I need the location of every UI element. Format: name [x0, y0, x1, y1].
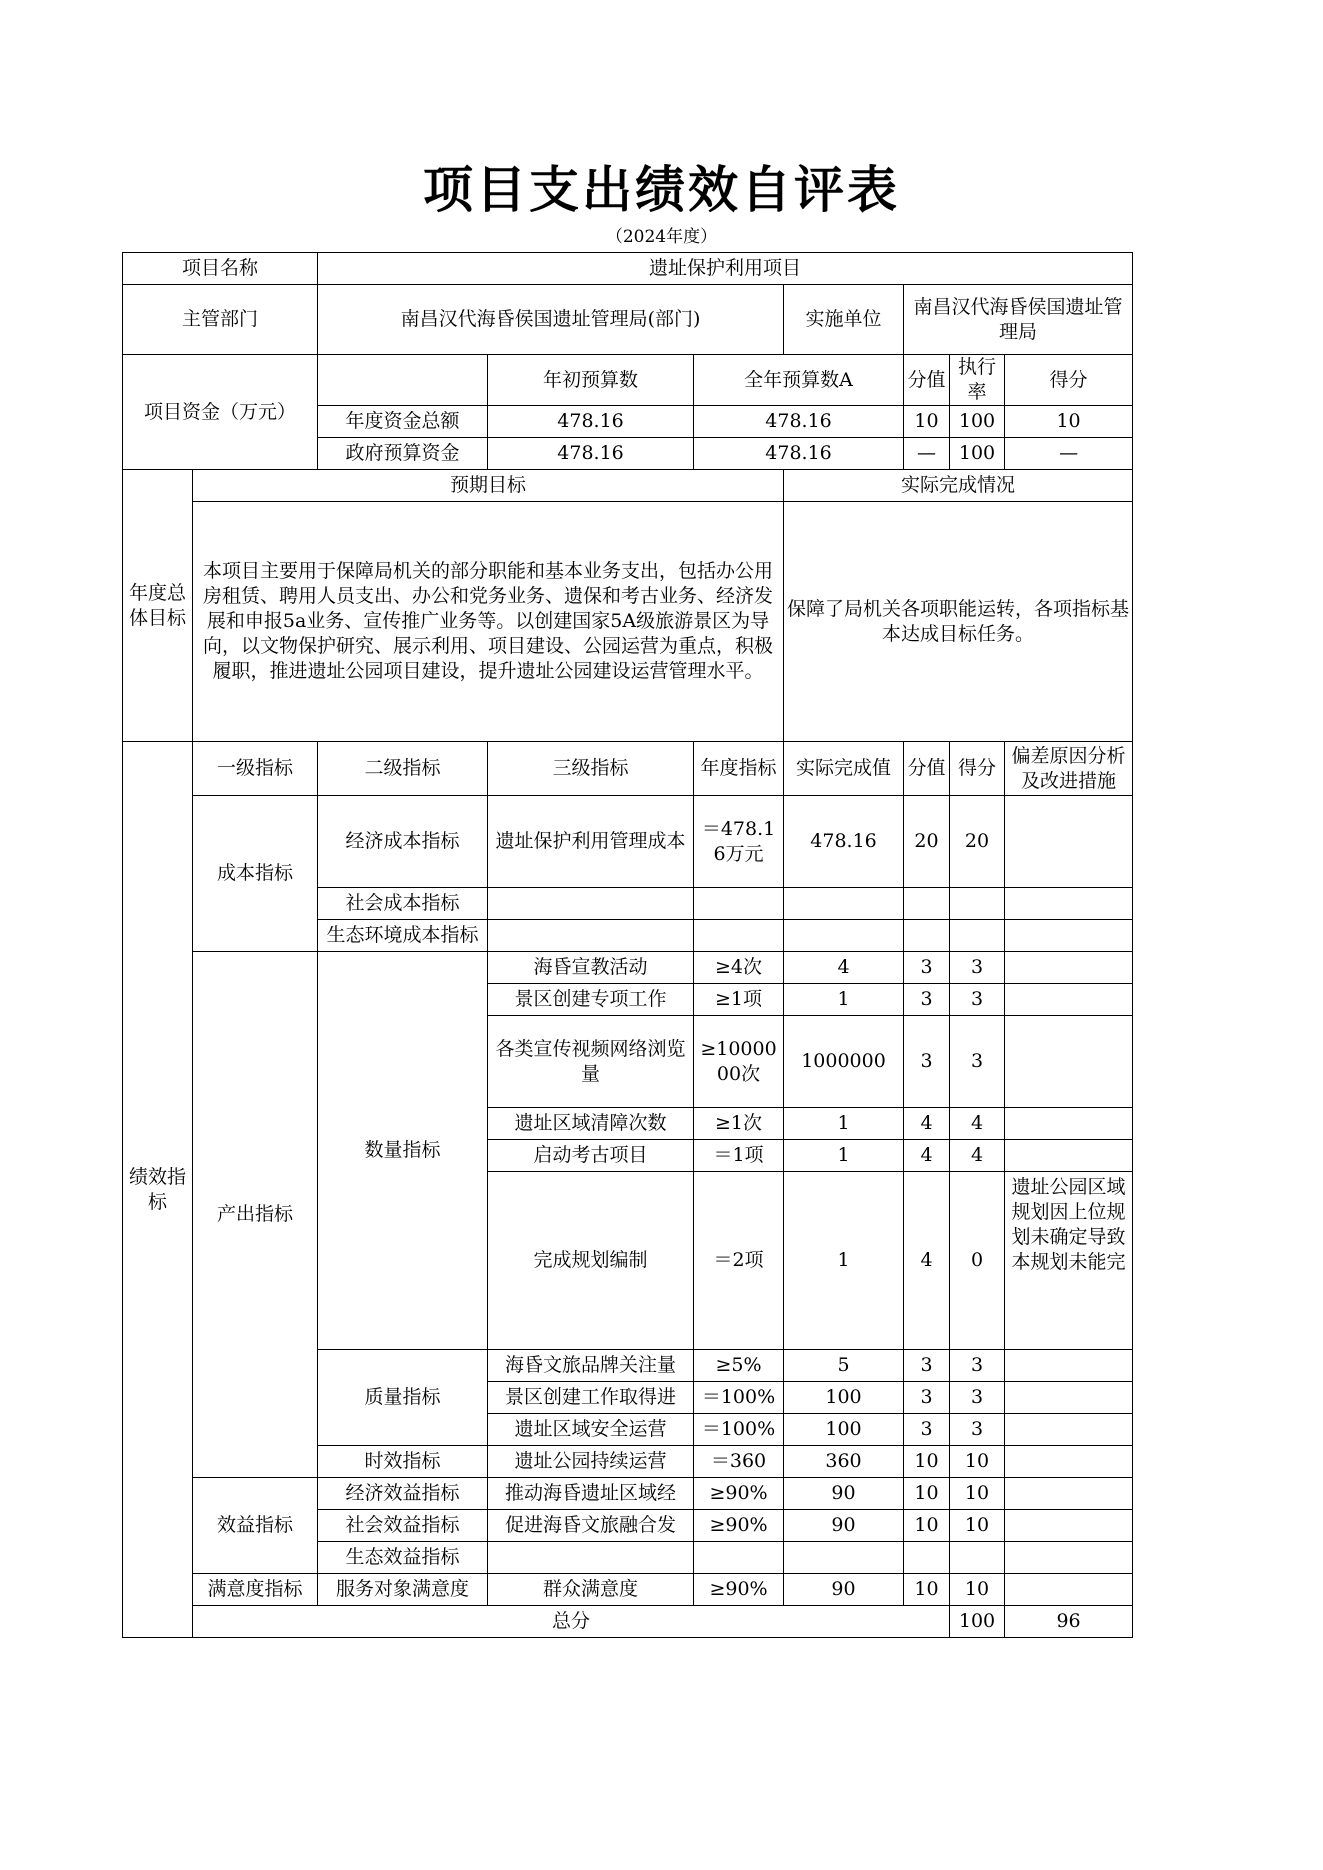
cost-score: 20 — [950, 796, 1005, 888]
indicator-target: ＝100% — [694, 1414, 784, 1446]
indicator-item: 海昏宣教活动 — [488, 952, 694, 984]
funds-row-label: 年度资金总额 — [318, 406, 488, 438]
indicator-item: 景区创建工作取得进 — [488, 1382, 694, 1414]
cost-target: ＝478.16万元 — [694, 796, 784, 888]
cost-deviation — [1005, 796, 1133, 888]
indicator-target: ≥4次 — [694, 952, 784, 984]
header-level2: 二级指标 — [318, 742, 488, 796]
dept-label: 主管部门 — [123, 285, 318, 355]
indicator-target: ≥1000000次 — [694, 1016, 784, 1108]
cost-economic: 经济成本指标 — [318, 796, 488, 888]
indicator-score: 3 — [950, 1350, 1005, 1382]
objectives-label: 年度总体目标 — [123, 470, 193, 742]
output-row — [123, 952, 1133, 984]
indicator-actual: 360 — [784, 1446, 904, 1478]
col-score: 得分 — [1005, 355, 1133, 406]
indicator-item: 海昏文旅品牌关注量 — [488, 1350, 694, 1382]
indicator-actual: 100 — [784, 1382, 904, 1414]
indicator-header-row — [123, 742, 1133, 796]
indicator-actual: 90 — [784, 1478, 904, 1510]
benefit-economic: 经济效益指标 — [318, 1478, 488, 1510]
indicator-score: 10 — [950, 1446, 1005, 1478]
indicator-item: 推动海昏遗址区域经 — [488, 1478, 694, 1510]
page-title: 项目支出绩效自评表 — [423, 161, 900, 219]
indicator-value: 10 — [904, 1478, 950, 1510]
indicator-value: 3 — [904, 1016, 950, 1108]
indicator-target: ≥90% — [694, 1510, 784, 1542]
indicator-score: 10 — [950, 1478, 1005, 1510]
indicator-target: ＝1项 — [694, 1140, 784, 1172]
funds-header-row — [123, 355, 1133, 406]
indicator-score: 10 — [950, 1510, 1005, 1542]
indicator-value: 3 — [904, 984, 950, 1016]
indicator-score: 4 — [950, 1108, 1005, 1140]
indicator-target: ＝360 — [694, 1446, 784, 1478]
indicator-score: 3 — [950, 952, 1005, 984]
project-name-label: 项目名称 — [123, 253, 318, 285]
cost-economic-row — [123, 796, 1133, 888]
indicator-score: 0 — [950, 1172, 1005, 1350]
funds-annual: 478.16 — [694, 438, 904, 470]
indicator-target: ≥1次 — [694, 1108, 784, 1140]
output-timeliness: 时效指标 — [318, 1446, 488, 1478]
indicator-score: 10 — [950, 1574, 1005, 1606]
total-score: 96 — [1005, 1606, 1133, 1638]
funds-label: 项目资金（万元） — [123, 355, 318, 470]
indicator-value: 4 — [904, 1172, 950, 1350]
funds-exec-rate: 100 — [950, 438, 1005, 470]
indicator-item: 景区创建专项工作 — [488, 984, 694, 1016]
objectives-content-row — [123, 502, 1133, 742]
indicator-item: 促进海昏文旅融合发 — [488, 1510, 694, 1542]
indicator-value: 3 — [904, 952, 950, 984]
unit-name: 南昌汉代海昏侯国遗址管理局 — [904, 285, 1133, 355]
indicator-score: 4 — [950, 1140, 1005, 1172]
indicator-actual: 5 — [784, 1350, 904, 1382]
indicator-value: 4 — [904, 1140, 950, 1172]
indicator-target: ≥90% — [694, 1574, 784, 1606]
col-annual: 全年预算数A — [694, 355, 904, 406]
cost-ecological: 生态环境成本指标 — [318, 920, 488, 952]
indicator-value: 3 — [904, 1382, 950, 1414]
cost-value: 20 — [904, 796, 950, 888]
indicator-value: 10 — [904, 1446, 950, 1478]
benefit-row — [123, 1478, 1133, 1510]
funds-initial: 478.16 — [488, 438, 694, 470]
funds-exec-rate: 100 — [950, 406, 1005, 438]
indicator-target: ＝2项 — [694, 1172, 784, 1350]
indicator-item: 各类宣传视频网络浏览量 — [488, 1016, 694, 1108]
header-score-value: 分值 — [904, 742, 950, 796]
indicator-item: 遗址公园持续运营 — [488, 1446, 694, 1478]
actual-label: 实际完成情况 — [784, 470, 1133, 502]
header-level1: 一级指标 — [193, 742, 318, 796]
header-score: 得分 — [950, 742, 1005, 796]
col-initial: 年初预算数 — [488, 355, 694, 406]
indicator-value: 10 — [904, 1574, 950, 1606]
benefit-level1: 效益指标 — [193, 1478, 318, 1574]
objectives-header-row — [123, 470, 1133, 502]
funds-score-value: — — [904, 438, 950, 470]
indicator-score: 3 — [950, 984, 1005, 1016]
indicator-value: 3 — [904, 1350, 950, 1382]
indicator-actual: 90 — [784, 1574, 904, 1606]
total-label: 总分 — [193, 1606, 950, 1638]
total-value: 100 — [950, 1606, 1005, 1638]
indicator-item: 启动考古项目 — [488, 1140, 694, 1172]
header-level3: 三级指标 — [488, 742, 694, 796]
indicator-item: 完成规划编制 — [488, 1172, 694, 1350]
indicator-target: ≥1项 — [694, 984, 784, 1016]
indicator-actual: 4 — [784, 952, 904, 984]
output-quality: 质量指标 — [318, 1350, 488, 1446]
evaluation-table — [122, 252, 1133, 1638]
funds-initial: 478.16 — [488, 406, 694, 438]
indicator-item: 遗址区域安全运营 — [488, 1414, 694, 1446]
indicator-item: 遗址区域清障次数 — [488, 1108, 694, 1140]
report-year: （2024年度） — [605, 227, 718, 247]
indicator-score: 3 — [950, 1016, 1005, 1108]
indicator-score: 3 — [950, 1414, 1005, 1446]
indicator-actual: 90 — [784, 1510, 904, 1542]
col-exec-rate: 执行率 — [950, 355, 1005, 406]
header-deviation: 偏差原因分析及改进措施 — [1005, 742, 1133, 796]
indicator-actual: 1 — [784, 1172, 904, 1350]
project-name-row — [123, 253, 1133, 285]
funds-score-value: 10 — [904, 406, 950, 438]
satisfaction-level2: 服务对象满意度 — [318, 1574, 488, 1606]
indicator-target: ≥90% — [694, 1478, 784, 1510]
indicator-score: 3 — [950, 1382, 1005, 1414]
indicator-value: 10 — [904, 1510, 950, 1542]
indicator-value: 4 — [904, 1108, 950, 1140]
deviation-note — [1005, 1172, 1133, 1350]
funds-blank — [318, 355, 488, 406]
dept-name: 南昌汉代海昏侯国遗址管理局(部门) — [318, 285, 784, 355]
output-level1: 产出指标 — [193, 952, 318, 1478]
col-score-value: 分值 — [904, 355, 950, 406]
cost-social: 社会成本指标 — [318, 888, 488, 920]
indicator-value: 3 — [904, 1414, 950, 1446]
indicator-actual: 1 — [784, 984, 904, 1016]
indicators-label: 绩效指标 — [123, 742, 193, 1638]
indicator-target: ≥5% — [694, 1350, 784, 1382]
unit-label: 实施单位 — [784, 285, 904, 355]
cost-level1: 成本指标 — [193, 796, 318, 952]
indicator-actual: 1000000 — [784, 1016, 904, 1108]
total-row — [123, 1606, 1133, 1638]
funds-score: 10 — [1005, 406, 1133, 438]
indicator-actual: 100 — [784, 1414, 904, 1446]
indicator-actual: 1 — [784, 1140, 904, 1172]
indicator-actual: 1 — [784, 1108, 904, 1140]
benefit-social: 社会效益指标 — [318, 1510, 488, 1542]
funds-score: — — [1005, 438, 1133, 470]
satisfaction-row — [123, 1574, 1133, 1606]
department-row — [123, 285, 1133, 355]
funds-row-label: 政府预算资金 — [318, 438, 488, 470]
funds-annual: 478.16 — [694, 406, 904, 438]
expected-objective: 本项目主要用于保障局机关的部分职能和基本业务支出，包括办公用房租赁、聘用人员支出、办公和党务业务、遗保和考古业务、经济发展和申报5a业务、宣传推广业务等。以创建国家5A级旅游景区为导向，以文物保护研究、展示利用、项目建设、公园运营为重点，积极履职，推进遗址公园项目建设，提升遗址公园建设运营管理水平。 — [193, 502, 784, 742]
satisfaction-level1: 满意度指标 — [193, 1574, 318, 1606]
header-target: 年度指标 — [694, 742, 784, 796]
indicator-item: 群众满意度 — [488, 1574, 694, 1606]
cost-item: 遗址保护利用管理成本 — [488, 796, 694, 888]
deviation-text: 遗址公园区域规划因上位规划未确定导致本规划未能完 — [1011, 1175, 1126, 1273]
benefit-ecological: 生态效益指标 — [318, 1542, 488, 1574]
output-quantity: 数量指标 — [318, 952, 488, 1350]
indicator-target: ＝100% — [694, 1382, 784, 1414]
actual-completion: 保障了局机关各项职能运转，各项指标基本达成目标任务。 — [784, 502, 1133, 742]
header-actual: 实际完成值 — [784, 742, 904, 796]
expected-label: 预期目标 — [193, 470, 784, 502]
project-name: 遗址保护利用项目 — [318, 253, 1133, 285]
cost-actual: 478.16 — [784, 796, 904, 888]
